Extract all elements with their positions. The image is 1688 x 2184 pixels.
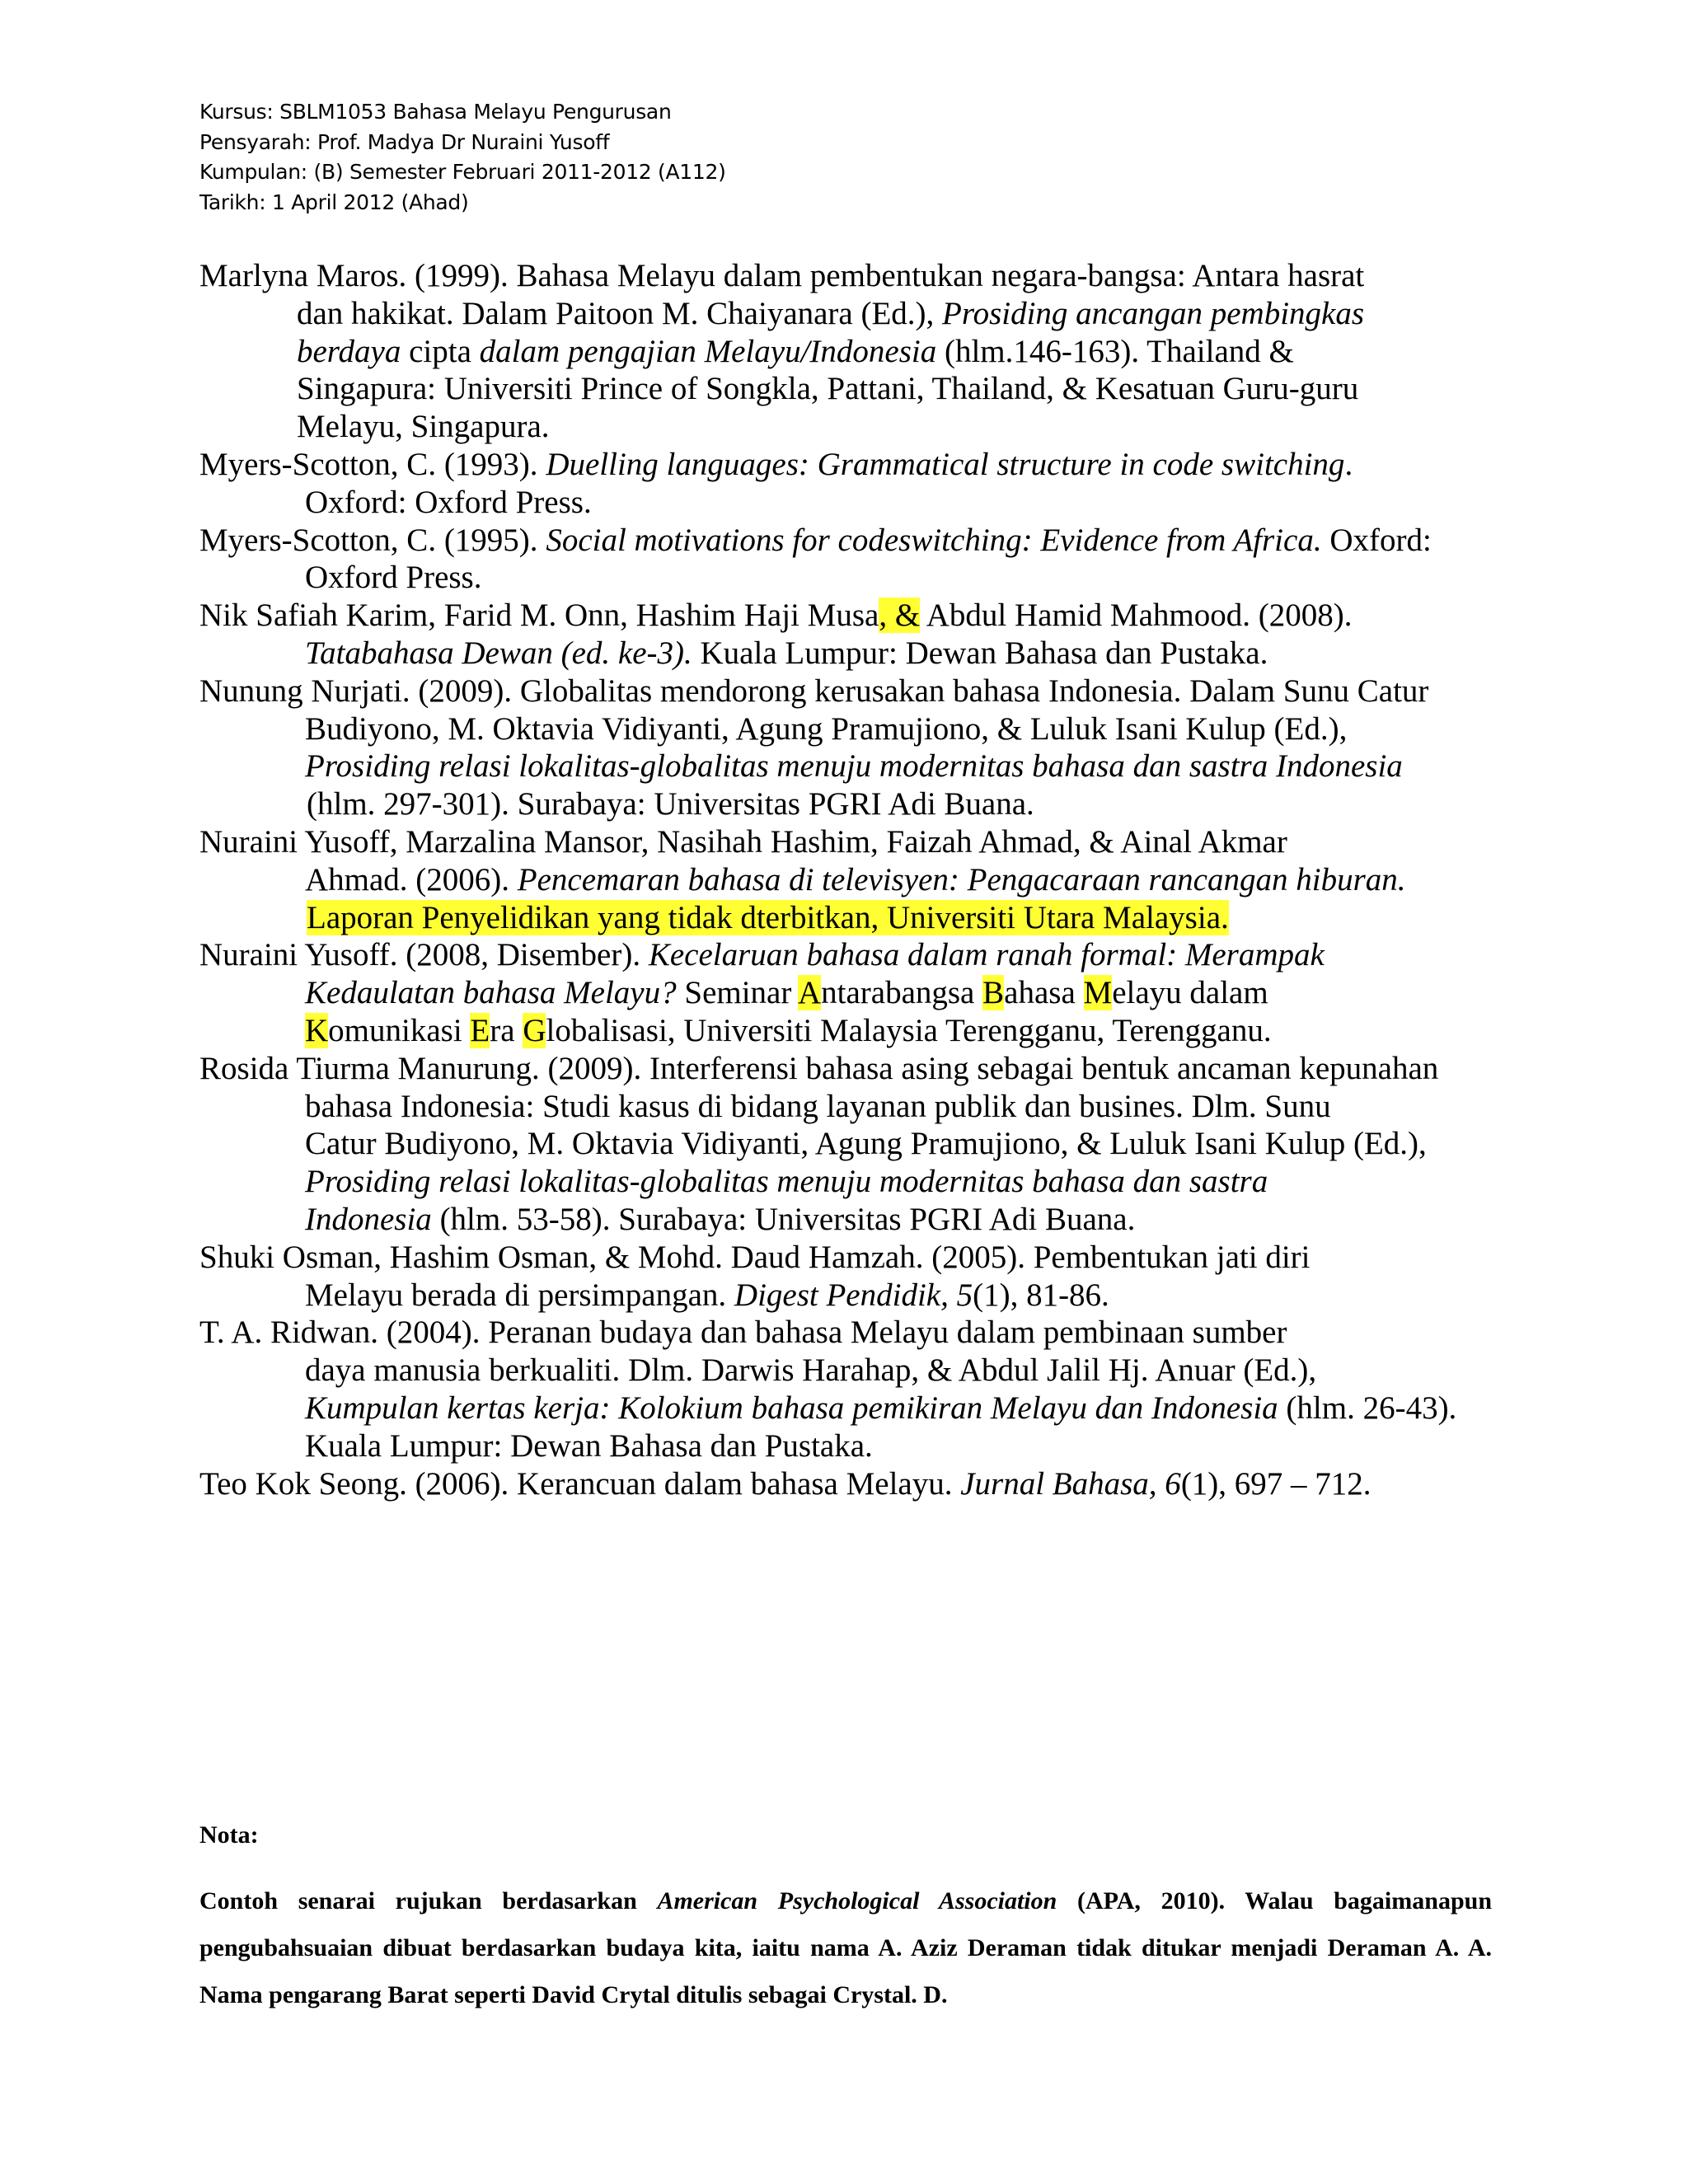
reference-line: Nuraini Yusoff. (2008, Disember). Kecelaruan bahasa dalam ranah formal: Merampak [199,937,1325,973]
reference-line: bahasa Indonesia: Studi kasus di bidang layanan publik dan busines. Dlm. Sunu [305,1088,1331,1124]
highlighted-letter: M [1083,975,1113,1011]
reference-line: Oxford: Oxford Press. [305,484,592,520]
reference-line: Catur Budiyono, M. Oktavia Vidiyanti, Agung Pramujiono, & Luluk Isani Kulup (Ed.), [305,1126,1427,1162]
reference-entry [199,1239,1518,1315]
lecturer-line: Pensyarah: Prof. Madya Dr Nuraini Yusoff [199,129,610,154]
note-title: Nota: [199,1821,259,1849]
highlighted-text: Laporan Penyelidikan yang tidak dterbitkan, Universiti Utara Malaysia. [307,899,1229,935]
reference-line: Kuala Lumpur: Dewan Bahasa dan Pustaka. [305,1427,873,1464]
reference-entry [199,1465,1518,1503]
highlighted-letter: E [470,1012,490,1048]
reference-line: Ahmad. (2006). Pencemaran bahasa di televisyen: Pengacaraan rancangan hiburan. [305,861,1406,898]
reference-line: Nik Safiah Karim, Farid M. Onn, Hashim Haji Musa, & Abdul Hamid Mahmood. (2008). [199,598,1353,634]
reference-line: Rosida Tiurma Manurung. (2009). Interferensi bahasa asing sebagai bentuk ancaman kepunahan [199,1050,1439,1086]
reference-line: Teo Kok Seong. (2006). Kerancuan dalam bahasa Melayu. Jurnal Bahasa, 6(1), 697 – 712. [199,1465,1372,1502]
reference-line: Kedaulatan bahasa Melayu? Seminar Antarabangsa Bahasa Melayu dalam [305,975,1268,1011]
reference-line: Melayu berada di persimpangan. Digest Pendidik, 5(1), 81-86. [305,1277,1109,1313]
reference-entry [199,1050,1518,1239]
reference-line: dan hakikat. Dalam Paitoon M. Chaiyanara (Ed.), Prosiding ancangan pembingkas [297,295,1365,331]
reference-entry [199,823,1518,936]
reference-line: daya manusia berkualiti. Dlm. Darwis Harahap, & Abdul Jalil Hj. Anuar (Ed.), [305,1352,1317,1389]
reference-entry [199,446,1518,522]
reference-line: Shuki Osman, Hashim Osman, & Mohd. Daud Hamzah. (2005). Pembentukan jati diri [199,1239,1311,1275]
reference-line: Tatabahasa Dewan (ed. ke-3). Kuala Lumpur: Dewan Bahasa dan Pustaka. [305,635,1268,671]
highlighted-letter: G [523,1012,546,1048]
group-line: Kumpulan: (B) Semester Februari 2011-2012 (A112) [199,160,726,184]
highlighted-text: , & [879,598,921,634]
reference-list [199,257,1518,1502]
reference-line: Myers-Scotton, C. (1993). Duelling languages: Grammatical structure in code switching. [199,446,1353,482]
reference-line: (hlm. 297-301). Surabaya: Universitas PGRI Adi Buana. [307,786,1034,823]
reference-line: Komunikasi Era Globalisasi, Universiti Malaysia Terengganu, Terengganu. [305,1012,1272,1048]
reference-line: Nuraini Yusoff, Marzalina Mansor, Nasihah Hashim, Faizah Ahmad, & Ainal Akmar [199,823,1287,860]
reference-line: Singapura: Universiti Prince of Songkla, Pattani, Thailand, & Kesatuan Guru-guru [297,371,1359,407]
note-paragraph: Contoh senarai rujukan berdasarkan American Psychological Association (APA, 2010). Walau bagaimanapun pengubahsuaian dibuat berdasarkan budaya kita, iaitu nama A. Aziz Deraman tidak ditukar menjadi Deraman A. A. Nama pengarang Barat seperti David Crytal ditulis sebagai Crystal. D. [199,1887,1492,2008]
reference-line: Kumpulan kertas kerja: Kolokium bahasa pemikiran Melayu dan Indonesia (hlm. 26-43). [305,1390,1457,1426]
reference-entry [199,936,1518,1049]
highlighted-letter: A [797,975,822,1011]
reference-line: Prosiding relasi lokalitas-globalitas menuju modernitas bahasa dan sastra Indonesia [305,748,1403,785]
reference-entry [199,257,1518,446]
reference-line: Oxford Press. [305,560,482,596]
reference-entry [199,1314,1518,1465]
reference-line: Indonesia (hlm. 53-58). Surabaya: Universitas PGRI Adi Buana. [305,1201,1136,1237]
reference-line: T. A. Ridwan. (2004). Peranan budaya dan bahasa Melayu dalam pembinaan sumber [199,1315,1287,1351]
highlighted-letter: K [305,1012,329,1048]
note-section [199,1811,1492,2018]
reference-line: Myers-Scotton, C. (1995). Social motivations for codeswitching: Evidence from Africa. Oxford: [199,522,1432,558]
reference-line: Nunung Nurjati. (2009). Globalitas mendorong kerusakan bahasa Indonesia. Dalam Sunu Catur [199,673,1429,709]
reference-line [199,899,1518,937]
highlighted-letter: B [982,975,1005,1011]
reference-line: Melayu, Singapura. [297,409,550,445]
reference-entry [199,673,1518,823]
reference-line: Marlyna Maros. (1999). Bahasa Melayu dalam pembentukan negara-bangsa: Antara hasrat [199,258,1365,293]
reference-line: berdaya cipta dalam pengajian Melayu/Indonesia (hlm.146-163). Thailand & [297,333,1294,369]
reference-entry [199,597,1518,673]
course-line: Kursus: SBLM1053 Bahasa Melayu Pengurusan [199,100,672,124]
reference-line: Prosiding relasi lokalitas-globalitas menuju modernitas bahasa dan sastra [305,1164,1268,1200]
reference-line: Budiyono, M. Oktavia Vidiyanti, Agung Pramujiono, & Luluk Isani Kulup (Ed.), [305,710,1348,747]
document-header [199,97,726,218]
reference-entry [199,522,1518,598]
date-line: Tarikh: 1 April 2012 (Ahad) [199,190,469,214]
